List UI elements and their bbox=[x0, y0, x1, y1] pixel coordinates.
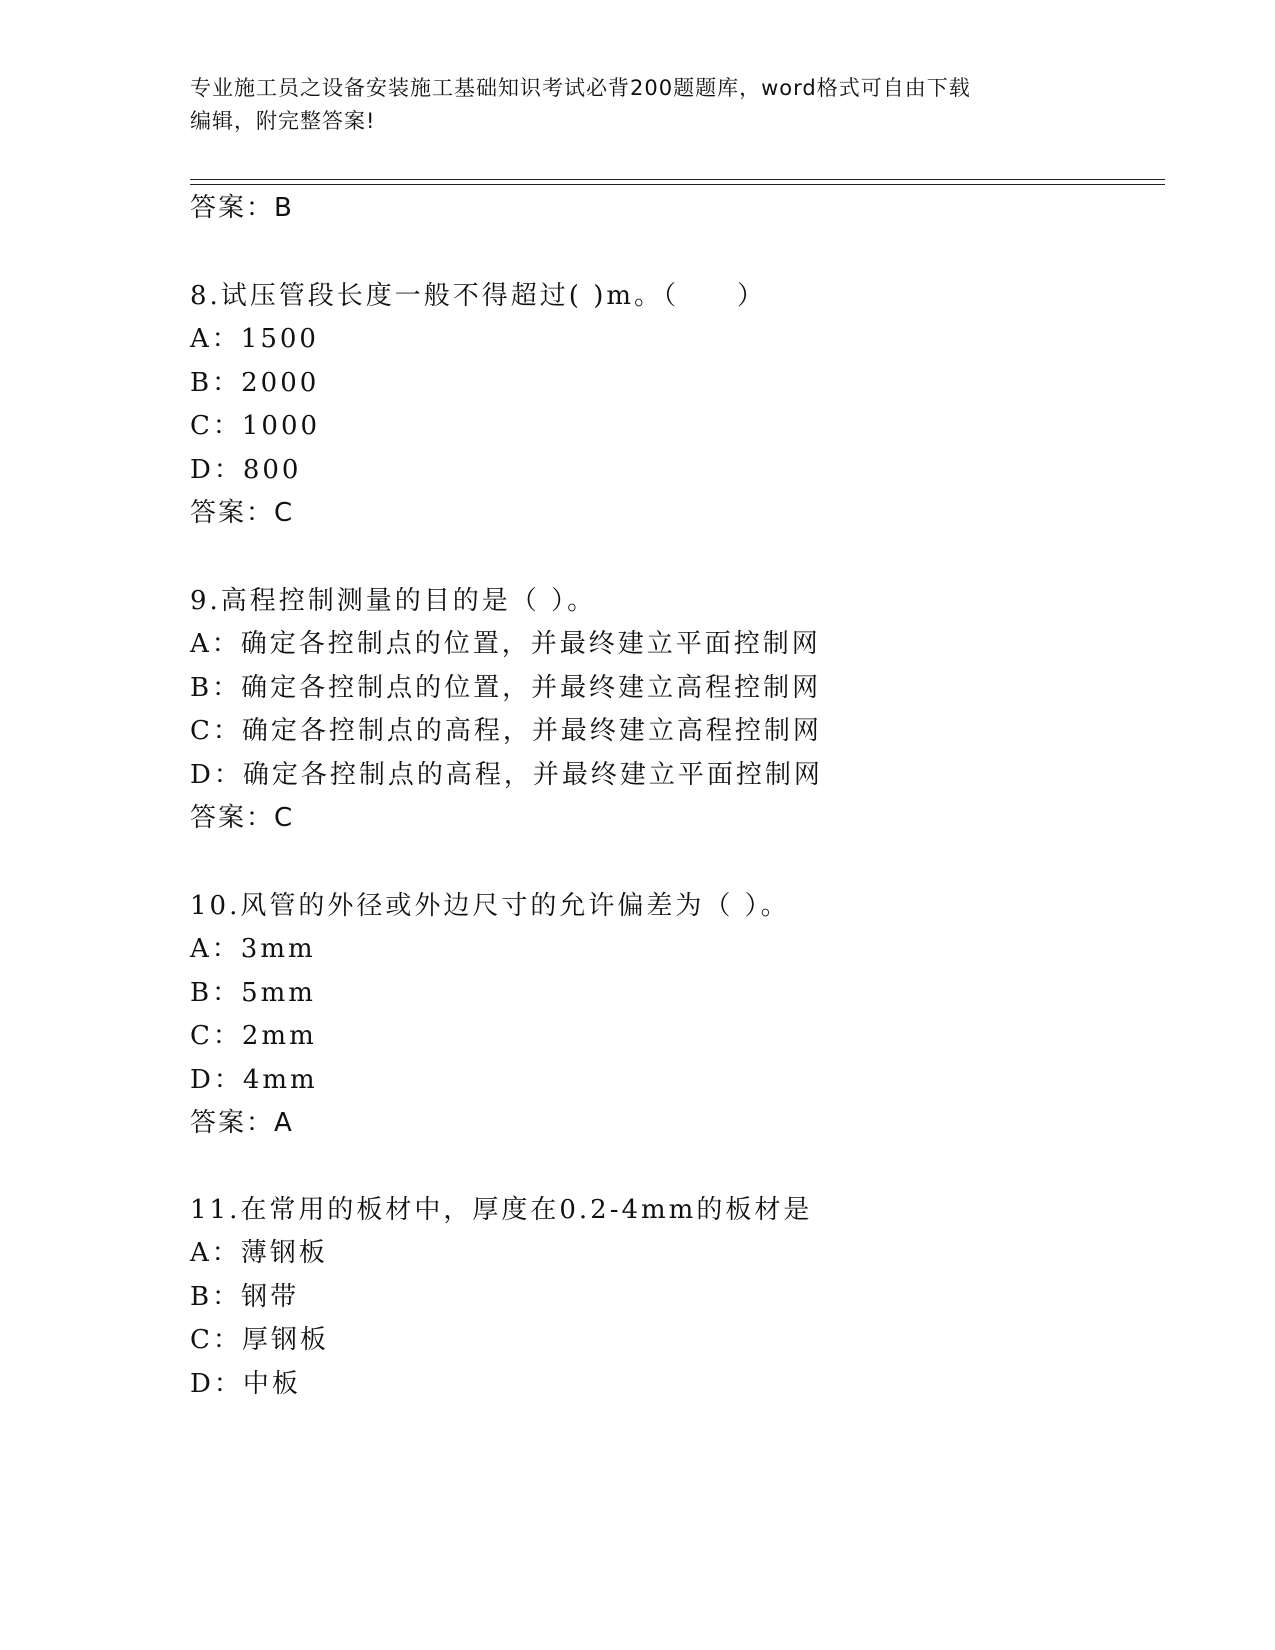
question-10-option-a: A：3mm bbox=[190, 934, 316, 964]
question-11-stem: 11.在常用的板材中，厚度在0.2-4mm的板材是 bbox=[190, 1195, 813, 1225]
question-11-option-d: D：中板 bbox=[190, 1369, 301, 1399]
question-10-option-b: B：5mm bbox=[190, 978, 316, 1008]
header-divider-bottom bbox=[190, 184, 1165, 185]
question-8-answer: 答案：C bbox=[190, 498, 295, 528]
previous-answer: 答案：B bbox=[190, 193, 294, 223]
question-9-option-b: B：确定各控制点的位置，并最终建立高程控制网 bbox=[190, 673, 822, 703]
question-8-stem: 8.试压管段长度一般不得超过( )m。（ ） bbox=[190, 281, 767, 311]
header-line-2: 编辑，附完整答案! bbox=[190, 109, 376, 133]
question-8-option-b: B：2000 bbox=[190, 368, 320, 398]
header-divider-top bbox=[190, 179, 1165, 180]
question-11-option-b: B：钢带 bbox=[190, 1282, 300, 1312]
question-10-answer: 答案：A bbox=[190, 1108, 294, 1138]
question-10-stem: 10.风管的外径或外边尺寸的允许偏差为（ ）。 bbox=[190, 891, 790, 921]
question-8-option-a: A：1500 bbox=[190, 324, 319, 354]
question-9-answer: 答案：C bbox=[190, 803, 295, 833]
question-9-option-c: C：确定各控制点的高程，并最终建立高程控制网 bbox=[190, 716, 822, 746]
header-line-1: 专业施工员之设备安装施工基础知识考试必背200题题库，word格式可自由下载 bbox=[190, 76, 971, 100]
question-9-option-d: D：确定各控制点的高程，并最终建立平面控制网 bbox=[190, 760, 823, 790]
question-9-option-a: A：确定各控制点的位置，并最终建立平面控制网 bbox=[190, 629, 821, 659]
question-8-option-d: D：800 bbox=[190, 455, 302, 485]
question-10-option-d: D：4mm bbox=[190, 1065, 318, 1095]
question-11-option-c: C：厚钢板 bbox=[190, 1325, 329, 1355]
question-9-stem: 9.高程控制测量的目的是（ ）。 bbox=[190, 586, 597, 616]
document-header bbox=[190, 72, 1090, 138]
question-11-option-a: A：薄钢板 bbox=[190, 1238, 328, 1268]
question-10-option-c: C：2mm bbox=[190, 1021, 317, 1051]
question-8-option-c: C：1000 bbox=[190, 411, 321, 441]
